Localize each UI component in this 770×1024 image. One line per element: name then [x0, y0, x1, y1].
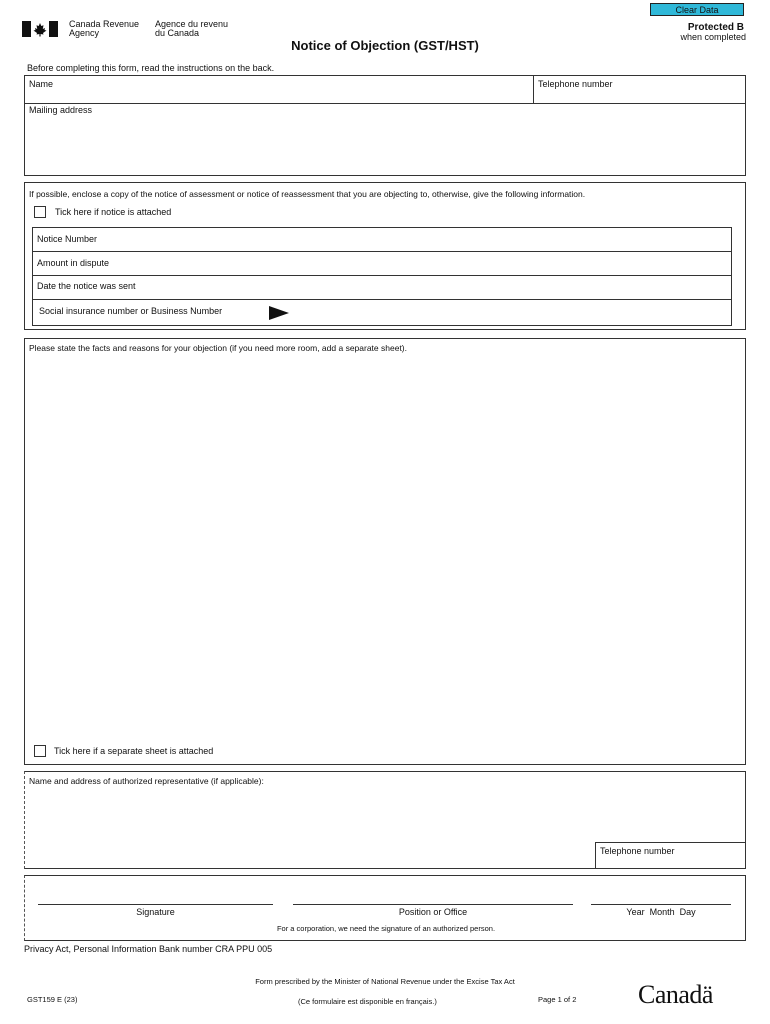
prescribed-note: Form prescribed by the Minister of National Revenue under the Excise Tax Act — [255, 977, 515, 986]
representative-section — [24, 771, 746, 869]
notice-attached-checkbox[interactable] — [34, 206, 46, 218]
mailing-address-label: Mailing address — [29, 105, 93, 115]
intro-text: Before completing this form, read the instructions on the back. — [27, 63, 275, 73]
corporation-note: For a corporation, we need the signature of an authorized person. — [276, 924, 496, 933]
identification-section — [24, 75, 746, 176]
agency-name-fr: Agence du revenu du Canada — [155, 19, 229, 38]
signature-line[interactable] — [38, 904, 273, 905]
notice-section — [24, 182, 746, 330]
representative-telephone-field[interactable] — [595, 842, 745, 868]
canada-wordmark: Canadä — [638, 980, 713, 1009]
date-notice-sent-field[interactable] — [33, 276, 731, 300]
notice-number-field[interactable] — [33, 228, 731, 252]
french-availability-note: (Ce formulaire est disponible en français.) — [298, 997, 437, 1006]
notice-details-table — [32, 227, 732, 326]
sin-bn-label: Social insurance number or Business Number — [39, 306, 223, 316]
facts-label: Please state the facts and reasons for your objection (if you need more room, add a separate sheet). — [29, 343, 407, 353]
notice-attached-label: Tick here if notice is attached — [55, 207, 172, 217]
sin-bn-field[interactable] — [33, 300, 731, 325]
protected-label: Protected B — [687, 22, 744, 33]
facts-section — [24, 338, 746, 765]
name-label: Name — [29, 79, 54, 89]
arrow-right-icon — [269, 306, 289, 320]
mailing-address-field[interactable] — [25, 104, 745, 175]
amount-in-dispute-label: Amount in dispute — [37, 258, 110, 268]
telephone-label: Telephone number — [538, 79, 613, 89]
representative-textarea[interactable] — [27, 788, 593, 866]
signature-label: Signature — [136, 907, 175, 917]
privacy-act-note: Privacy Act, Personal Information Bank number CRA PPU 005 — [24, 944, 273, 954]
page-title: Notice of Objection (GST/HST) — [291, 38, 479, 53]
position-label: Position or Office — [398, 907, 468, 917]
form-id: GST159 E (23) — [27, 995, 78, 1004]
date-line[interactable] — [591, 904, 731, 905]
canada-flag-icon — [22, 21, 58, 37]
date-label: Year Month Day — [626, 907, 696, 917]
agency-name-en: Canada Revenue Agency — [69, 19, 140, 38]
position-line[interactable] — [293, 904, 573, 905]
notice-instruction: If possible, enclose a copy of the notice of assessment or notice of reassessment that you are objecting to, otherwise, give the following information. — [29, 189, 586, 199]
clear-data-button[interactable]: Clear Data — [650, 3, 744, 16]
notice-number-label: Notice Number — [37, 234, 98, 244]
signature-section — [24, 875, 746, 941]
representative-label: Name and address of authorized representative (if applicable): — [29, 776, 264, 786]
amount-in-dispute-field[interactable] — [33, 252, 731, 276]
name-field[interactable] — [25, 76, 534, 104]
representative-telephone-label: Telephone number — [600, 846, 675, 856]
date-notice-sent-label: Date the notice was sent — [37, 281, 136, 291]
facts-textarea[interactable] — [27, 355, 743, 735]
page-number: Page 1 of 2 — [538, 995, 577, 1004]
when-completed-label: when completed — [680, 32, 746, 42]
separate-sheet-checkbox[interactable] — [34, 745, 46, 757]
telephone-field[interactable] — [534, 76, 745, 104]
separate-sheet-label: Tick here if a separate sheet is attached — [54, 746, 214, 756]
